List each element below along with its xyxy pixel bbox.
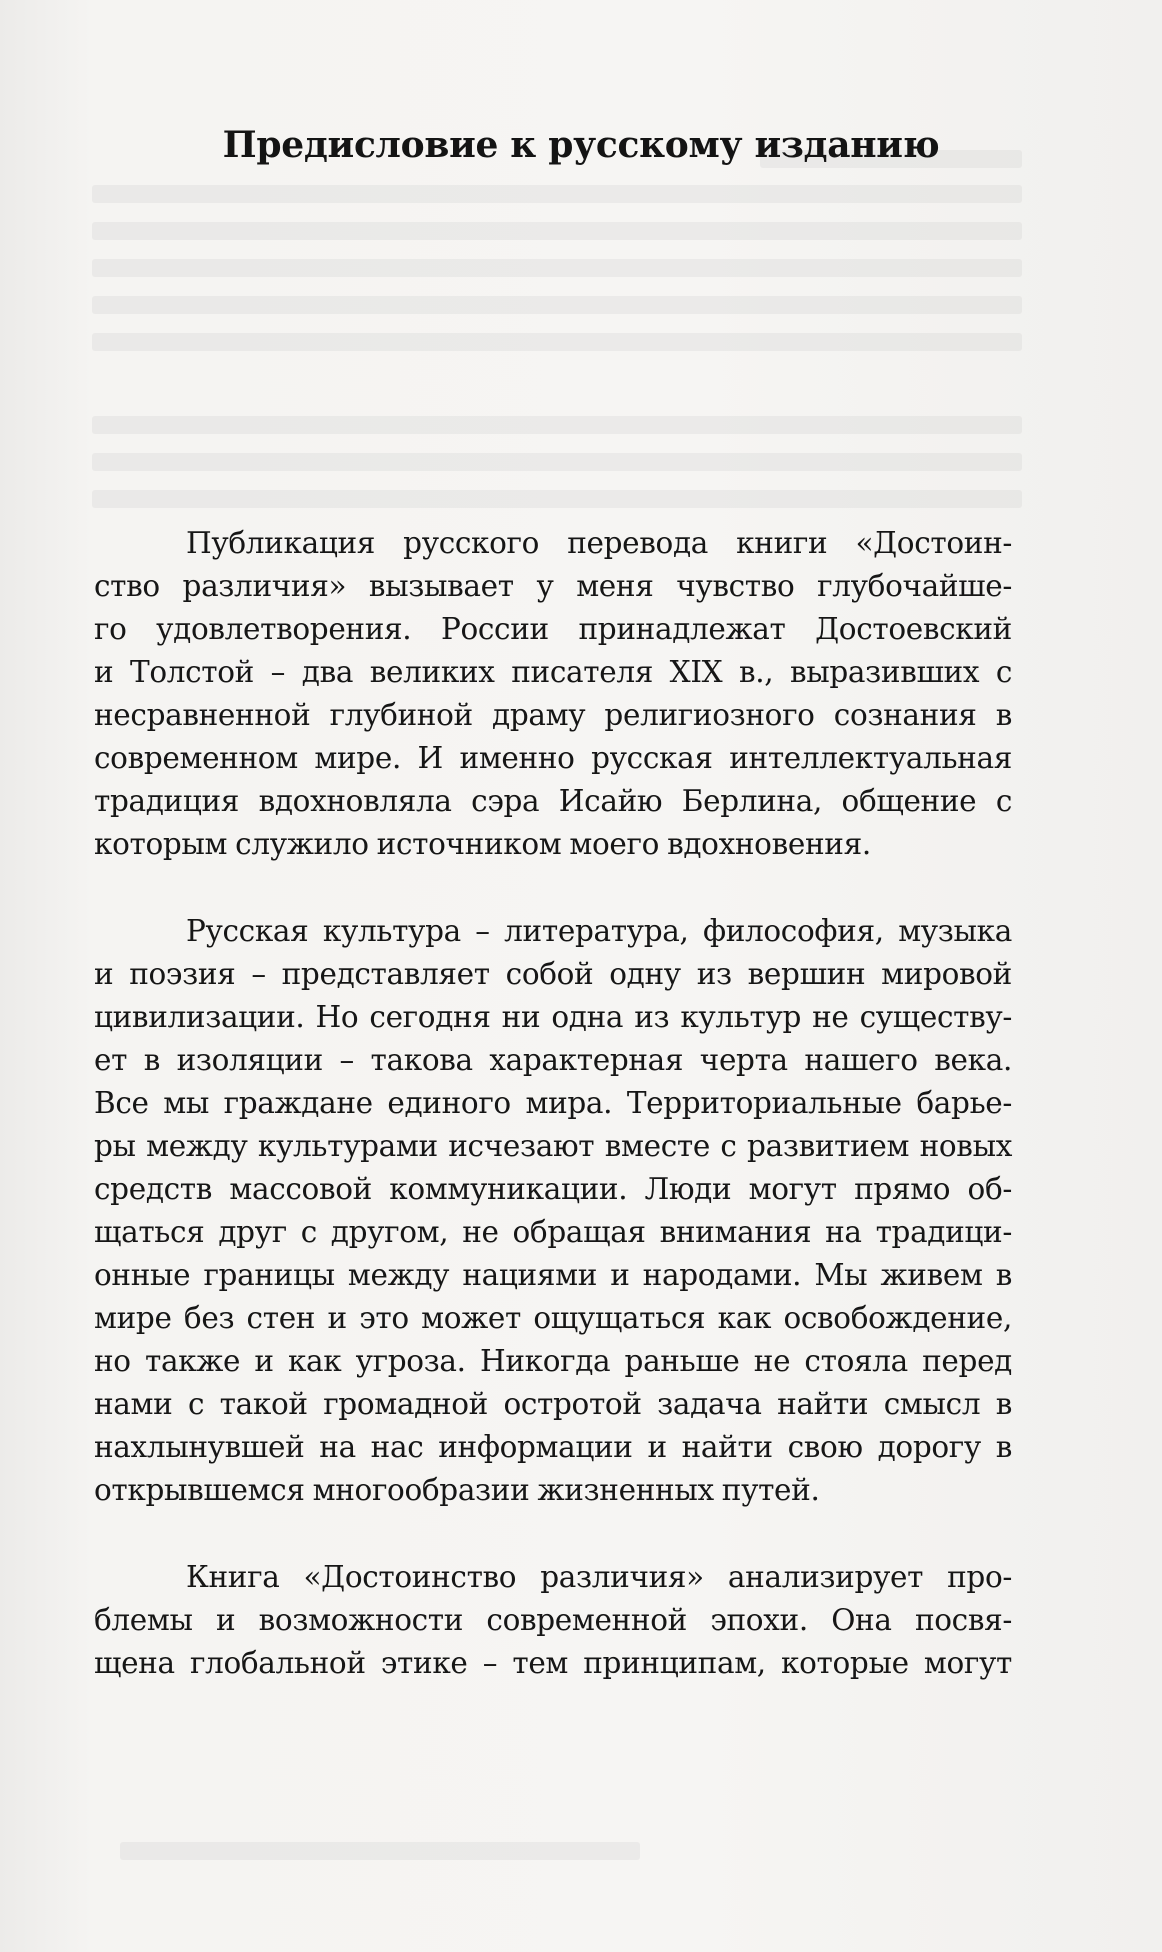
- text-line: щена глобальной этике – тем принципам, которые могут: [94, 1646, 1012, 1680]
- text-line: средств массовой коммуникации. Люди могут прямо об-: [94, 1172, 1012, 1206]
- paragraph-3: [94, 1556, 1012, 1685]
- text-line: но также и как угроза. Никогда раньше не стояла перед: [94, 1344, 1012, 1378]
- text-line: и поэзия – представляет собой одну из вершин мировой: [94, 957, 1012, 991]
- text-line: мире без стен и это может ощущаться как освобождение,: [94, 1301, 1012, 1335]
- text-line: цивилизации. Но сегодня ни одна из культур не существу-: [94, 1000, 1012, 1034]
- text-line: современном мире. И именно русская интеллектуальная: [94, 741, 1012, 775]
- text-line: блемы и возможности современной эпохи. Она посвя-: [94, 1603, 1012, 1637]
- paragraph-2: [94, 910, 1012, 1512]
- text-line: щаться друг с другом, не обращая внимания на традици-: [94, 1215, 1012, 1249]
- chapter-heading: Предисловие к русскому изданию: [222, 124, 940, 166]
- text-line: нахлынувшей на нас информации и найти свою дорогу в: [94, 1430, 1012, 1464]
- body-text: [94, 522, 1012, 1729]
- text-line: открывшемся многообразии жизненных путей.: [94, 1473, 820, 1507]
- text-line: ство различия» вызывает у меня чувство глубочайше-: [94, 569, 1012, 603]
- text-line: Публикация русского перевода книги «Достоин-: [186, 526, 1012, 560]
- text-line: традиция вдохновляла сэра Исайю Берлина, общение с: [94, 784, 1012, 818]
- text-line: и Толстой – два великих писателя XIX в., выразивших с: [94, 655, 1012, 689]
- text-line: го удовлетворения. России принадлежат Достоевский: [94, 612, 1012, 646]
- text-line: несравненной глубиной драму религиозного сознания в: [94, 698, 1012, 732]
- text-line: нами с такой громадной остротой задача найти смысл в: [94, 1387, 1012, 1421]
- paragraph-1: [94, 522, 1012, 866]
- text-line: ры между культурами исчезают вместе с развитием новых: [94, 1129, 1012, 1163]
- text-line: Все мы граждане единого мира. Территориальные барье-: [94, 1086, 1012, 1120]
- text-line: которым служило источником моего вдохновения.: [94, 827, 871, 861]
- text-line: ет в изоляции – такова характерная черта нашего века.: [94, 1043, 1012, 1077]
- text-line: Русская культура – литература, философия, музыка: [186, 914, 1012, 948]
- text-line: Книга «Достоинство различия» анализирует про-: [186, 1560, 1012, 1594]
- text-line: онные границы между нациями и народами. Мы живем в: [94, 1258, 1012, 1292]
